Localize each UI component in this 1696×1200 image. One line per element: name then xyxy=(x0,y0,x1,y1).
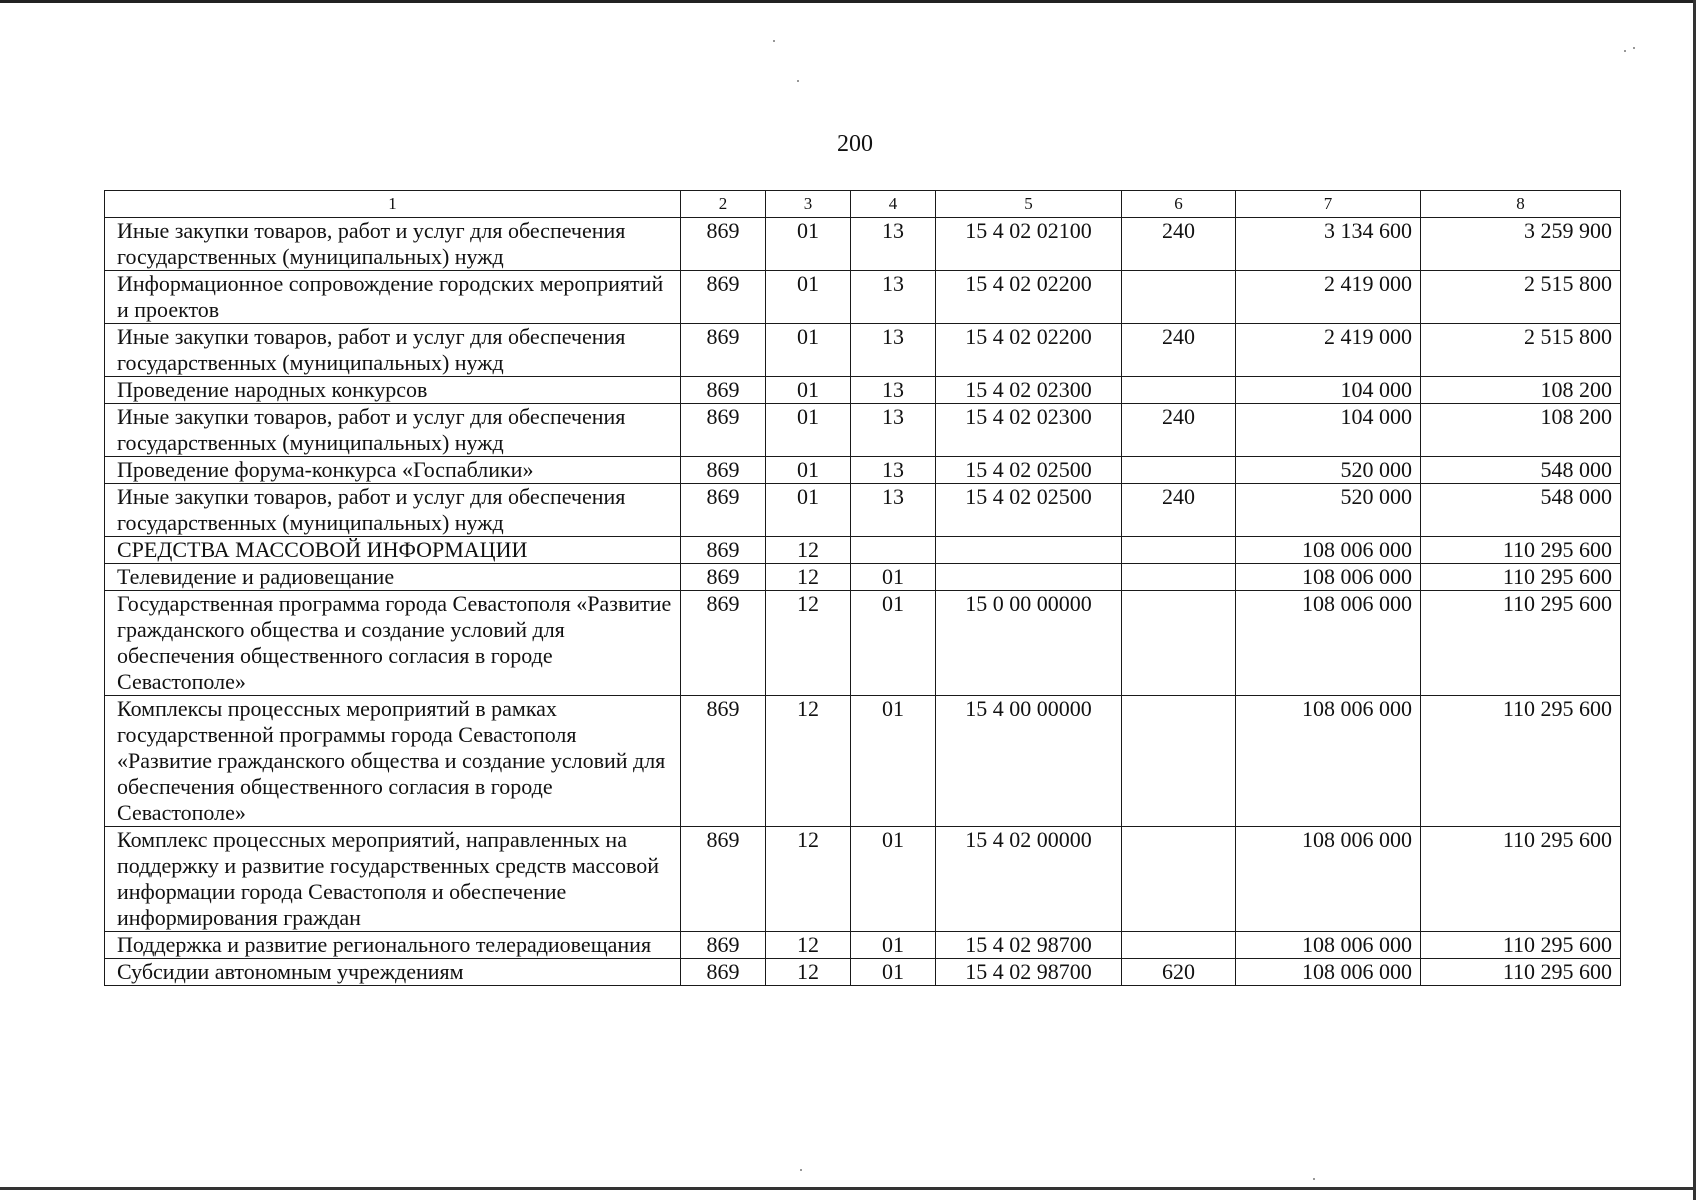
cell-expense-type xyxy=(1122,271,1236,324)
cell-target-article: 15 4 02 02500 xyxy=(936,457,1122,484)
cell-subsection: 13 xyxy=(851,457,936,484)
header-row xyxy=(105,191,1621,218)
row-name: Информационное сопровождение городских мероприятий и проектов xyxy=(105,271,681,324)
cell-expense-type xyxy=(1122,696,1236,827)
cell-admin-code: 869 xyxy=(681,377,766,404)
cell-amount-col7: 108 006 000 xyxy=(1236,827,1421,932)
cell-subsection: 01 xyxy=(851,591,936,696)
cell-amount-col7: 3 134 600 xyxy=(1236,218,1421,271)
scan-speck xyxy=(797,80,799,82)
cell-expense-type xyxy=(1122,537,1236,564)
cell-amount-col8: 110 295 600 xyxy=(1421,959,1621,986)
cell-amount-col8: 3 259 900 xyxy=(1421,218,1621,271)
cell-admin-code: 869 xyxy=(681,564,766,591)
table-row xyxy=(105,404,1621,457)
cell-admin-code: 869 xyxy=(681,959,766,986)
table-row xyxy=(105,271,1621,324)
cell-amount-col7: 108 006 000 xyxy=(1236,564,1421,591)
cell-target-article: 15 4 02 02200 xyxy=(936,271,1122,324)
cell-amount-col7: 104 000 xyxy=(1236,377,1421,404)
cell-subsection: 01 xyxy=(851,564,936,591)
cell-admin-code: 869 xyxy=(681,324,766,377)
header-cell: 1 xyxy=(105,191,681,218)
cell-amount-col7: 104 000 xyxy=(1236,404,1421,457)
cell-amount-col7: 108 006 000 xyxy=(1236,932,1421,959)
header-cell: 8 xyxy=(1421,191,1621,218)
cell-amount-col7: 520 000 xyxy=(1236,457,1421,484)
row-name: Проведение форума-конкурса «Госпаблики» xyxy=(105,457,681,484)
cell-amount-col8: 110 295 600 xyxy=(1421,564,1621,591)
cell-amount-col8: 2 515 800 xyxy=(1421,324,1621,377)
cell-expense-type xyxy=(1122,377,1236,404)
cell-section: 12 xyxy=(766,564,851,591)
cell-expense-type: 240 xyxy=(1122,484,1236,537)
cell-target-article: 15 4 02 98700 xyxy=(936,932,1122,959)
row-name: Поддержка и развитие регионального телерадиовещания xyxy=(105,932,681,959)
cell-subsection: 01 xyxy=(851,827,936,932)
cell-target-article: 15 4 02 98700 xyxy=(936,959,1122,986)
row-name: Иные закупки товаров, работ и услуг для обеспечения государственных (муниципальных) нужд xyxy=(105,484,681,537)
cell-target-article: 15 4 00 00000 xyxy=(936,696,1122,827)
cell-target-article: 15 4 02 00000 xyxy=(936,827,1122,932)
cell-admin-code: 869 xyxy=(681,591,766,696)
cell-subsection: 13 xyxy=(851,377,936,404)
row-name: Комплексы процессных мероприятий в рамках государственной программы города Севастополя «Развитие гражданского общества и создание условий для обеспечения общественного согласия в городе Севастополе» xyxy=(105,696,681,827)
cell-expense-type xyxy=(1122,564,1236,591)
cell-amount-col7: 2 419 000 xyxy=(1236,271,1421,324)
cell-admin-code: 869 xyxy=(681,271,766,324)
scan-speck xyxy=(800,1169,802,1171)
cell-amount-col8: 110 295 600 xyxy=(1421,591,1621,696)
cell-expense-type: 240 xyxy=(1122,404,1236,457)
table-row xyxy=(105,564,1621,591)
cell-admin-code: 869 xyxy=(681,537,766,564)
scan-speck xyxy=(1313,1178,1315,1180)
scan-speck xyxy=(1624,50,1626,52)
scan-speck xyxy=(773,40,775,42)
row-name: Комплекс процессных мероприятий, направленных на поддержку и развитие государственных средств массовой информации города Севастополя и обеспечение информирования граждан xyxy=(105,827,681,932)
table-row xyxy=(105,537,1621,564)
row-name: Государственная программа города Севастополя «Развитие гражданского общества и создание условий для обеспечения общественного согласия в городе Севастополе» xyxy=(105,591,681,696)
header-cell: 3 xyxy=(766,191,851,218)
row-name: Проведение народных конкурсов xyxy=(105,377,681,404)
cell-amount-col8: 2 515 800 xyxy=(1421,271,1621,324)
cell-target-article: 15 0 00 00000 xyxy=(936,591,1122,696)
row-name: Телевидение и радиовещание xyxy=(105,564,681,591)
table-row xyxy=(105,696,1621,827)
cell-amount-col8: 548 000 xyxy=(1421,484,1621,537)
cell-target-article: 15 4 02 02300 xyxy=(936,377,1122,404)
header-cell: 2 xyxy=(681,191,766,218)
cell-section: 01 xyxy=(766,271,851,324)
table-row xyxy=(105,218,1621,271)
header-cell: 4 xyxy=(851,191,936,218)
cell-subsection: 13 xyxy=(851,484,936,537)
header-cell: 5 xyxy=(936,191,1122,218)
cell-amount-col7: 108 006 000 xyxy=(1236,537,1421,564)
cell-target-article xyxy=(936,564,1122,591)
cell-section: 01 xyxy=(766,324,851,377)
cell-amount-col8: 548 000 xyxy=(1421,457,1621,484)
cell-section: 01 xyxy=(766,484,851,537)
scan-speck xyxy=(1633,47,1635,49)
row-name: СРЕДСТВА МАССОВОЙ ИНФОРМАЦИИ xyxy=(105,537,681,564)
scan-border-top xyxy=(0,0,1696,3)
cell-amount-col7: 108 006 000 xyxy=(1236,959,1421,986)
cell-subsection: 13 xyxy=(851,324,936,377)
table-row xyxy=(105,377,1621,404)
cell-expense-type xyxy=(1122,932,1236,959)
cell-subsection: 13 xyxy=(851,218,936,271)
table-row xyxy=(105,932,1621,959)
row-name: Иные закупки товаров, работ и услуг для обеспечения государственных (муниципальных) нужд xyxy=(105,324,681,377)
cell-amount-col7: 520 000 xyxy=(1236,484,1421,537)
cell-subsection xyxy=(851,537,936,564)
cell-amount-col8: 110 295 600 xyxy=(1421,537,1621,564)
cell-subsection: 01 xyxy=(851,696,936,827)
cell-target-article: 15 4 02 02500 xyxy=(936,484,1122,537)
cell-admin-code: 869 xyxy=(681,932,766,959)
budget-table xyxy=(104,190,1621,986)
row-name: Иные закупки товаров, работ и услуг для обеспечения государственных (муниципальных) нужд xyxy=(105,218,681,271)
row-name: Субсидии автономным учреждениям xyxy=(105,959,681,986)
cell-expense-type: 240 xyxy=(1122,324,1236,377)
cell-amount-col8: 110 295 600 xyxy=(1421,932,1621,959)
cell-target-article xyxy=(936,537,1122,564)
cell-target-article: 15 4 02 02100 xyxy=(936,218,1122,271)
header-cell: 6 xyxy=(1122,191,1236,218)
cell-amount-col8: 110 295 600 xyxy=(1421,696,1621,827)
cell-admin-code: 869 xyxy=(681,404,766,457)
table-row xyxy=(105,591,1621,696)
cell-expense-type xyxy=(1122,457,1236,484)
cell-admin-code: 869 xyxy=(681,827,766,932)
cell-target-article: 15 4 02 02300 xyxy=(936,404,1122,457)
table-row xyxy=(105,484,1621,537)
row-name: Иные закупки товаров, работ и услуг для обеспечения государственных (муниципальных) нужд xyxy=(105,404,681,457)
cell-target-article: 15 4 02 02200 xyxy=(936,324,1122,377)
cell-section: 12 xyxy=(766,591,851,696)
cell-section: 01 xyxy=(766,457,851,484)
header-cell: 7 xyxy=(1236,191,1421,218)
cell-section: 12 xyxy=(766,537,851,564)
cell-section: 12 xyxy=(766,827,851,932)
cell-admin-code: 869 xyxy=(681,218,766,271)
cell-expense-type: 620 xyxy=(1122,959,1236,986)
cell-subsection: 13 xyxy=(851,271,936,324)
page-number: 200 xyxy=(837,131,873,157)
cell-subsection: 01 xyxy=(851,932,936,959)
table-row xyxy=(105,959,1621,986)
cell-admin-code: 869 xyxy=(681,457,766,484)
cell-amount-col8: 110 295 600 xyxy=(1421,827,1621,932)
cell-admin-code: 869 xyxy=(681,696,766,827)
cell-section: 12 xyxy=(766,932,851,959)
cell-subsection: 01 xyxy=(851,959,936,986)
cell-amount-col8: 108 200 xyxy=(1421,404,1621,457)
cell-subsection: 13 xyxy=(851,404,936,457)
cell-amount-col7: 108 006 000 xyxy=(1236,696,1421,827)
cell-section: 12 xyxy=(766,959,851,986)
scan-border-bottom xyxy=(0,1187,1696,1190)
cell-amount-col8: 108 200 xyxy=(1421,377,1621,404)
cell-amount-col7: 108 006 000 xyxy=(1236,591,1421,696)
table-row xyxy=(105,324,1621,377)
cell-section: 12 xyxy=(766,696,851,827)
table-row xyxy=(105,827,1621,932)
cell-expense-type xyxy=(1122,827,1236,932)
cell-expense-type: 240 xyxy=(1122,218,1236,271)
table-row xyxy=(105,457,1621,484)
cell-amount-col7: 2 419 000 xyxy=(1236,324,1421,377)
cell-expense-type xyxy=(1122,591,1236,696)
cell-section: 01 xyxy=(766,404,851,457)
cell-admin-code: 869 xyxy=(681,484,766,537)
cell-section: 01 xyxy=(766,218,851,271)
cell-section: 01 xyxy=(766,377,851,404)
